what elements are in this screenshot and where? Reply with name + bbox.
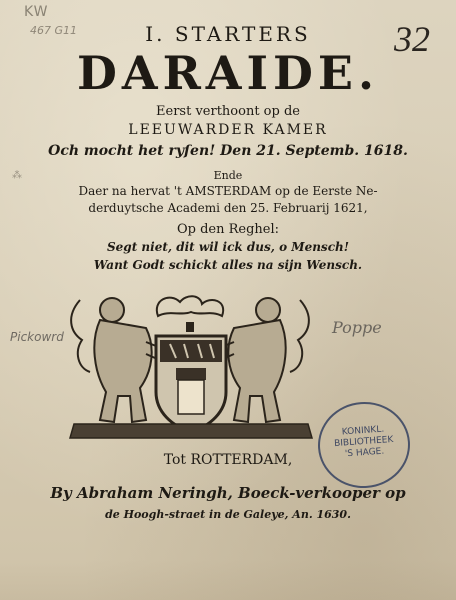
shelfmark-line2: 467 G11 bbox=[30, 24, 78, 37]
library-stamp bbox=[315, 399, 413, 491]
shelfmark: KW bbox=[24, 4, 49, 20]
ende-line: Ende bbox=[213, 169, 243, 182]
left-lion bbox=[71, 298, 166, 422]
imprint-place-prefix bbox=[0, 452, 456, 468]
right-lion bbox=[214, 298, 309, 422]
stamp-line2: BIBLIOTHEEK bbox=[333, 434, 394, 450]
imprint-address: de Hoogh-straet in de Galeye, An. 1630. bbox=[105, 508, 351, 521]
page-number: 32 bbox=[394, 19, 430, 59]
imprint-publisher: By Abraham Neringh, Boeck-verkooper op bbox=[50, 484, 406, 502]
rule-heading: Op den Reghel: bbox=[176, 222, 280, 237]
author-line: I. STARTERS bbox=[145, 22, 311, 46]
city-arms-emblem bbox=[60, 292, 322, 442]
academy-line: derduytsche Academi den 25. Februarij 1621, bbox=[88, 201, 368, 215]
motto-date-line: Och mocht het ryſen! Den 21. Septemb. 1618. bbox=[48, 143, 408, 159]
imprint-line1: Tot ROTTERDAM, bbox=[163, 452, 293, 468]
stamp-line1: KONINKL. bbox=[341, 424, 385, 438]
amsterdam-line: Daer na hervat 't AMSTERDAM op de Eerste Ne- bbox=[78, 184, 378, 198]
play-title: DARAIDE. bbox=[77, 46, 379, 100]
margin-scribble: ⁂ bbox=[12, 170, 22, 181]
margin-note-right: Poppe bbox=[332, 318, 382, 337]
paper-edge-shading bbox=[0, 560, 456, 600]
chamber-line: LEEUWARDER KAMER bbox=[128, 122, 328, 138]
first-performed-line: Eerst verthoont op de bbox=[156, 104, 300, 119]
stamp-line3: 'S HAGE. bbox=[344, 446, 385, 460]
rule-line2: Want Godt schickt alles na sijn Wensch. bbox=[93, 258, 363, 272]
margin-note-left: Pickowrd bbox=[10, 330, 64, 344]
rule-line1: Segt niet, dit wil ick dus, o Mensch! bbox=[107, 240, 349, 254]
